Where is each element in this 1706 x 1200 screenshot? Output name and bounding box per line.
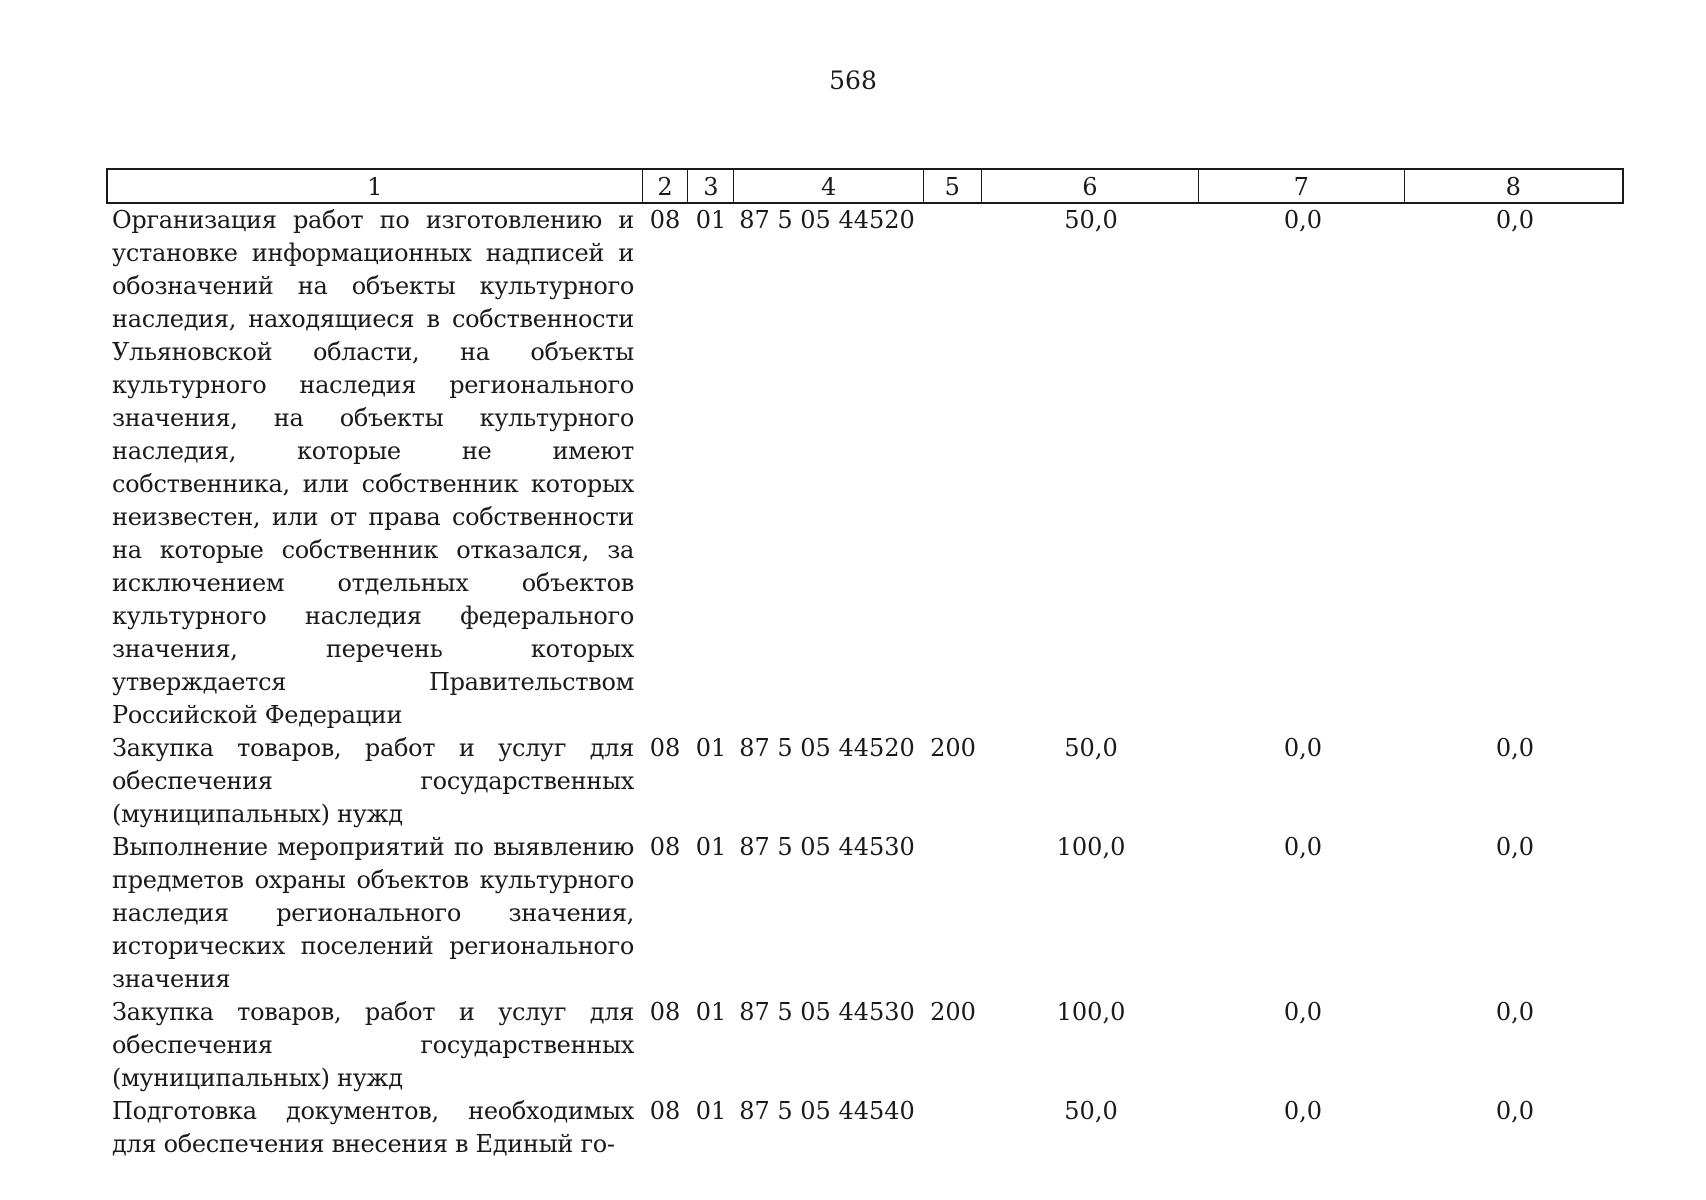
row-value-6: 50,0 (1064, 206, 1118, 234)
row-expense-type (924, 204, 982, 732)
row-subsection: 01 (695, 734, 727, 762)
table-row (106, 732, 1624, 831)
row-value-6: 50,0 (1064, 1097, 1118, 1125)
row-name: Закупка товаров, работ и услуг для обеспечения государственных (муниципальных) нужд (112, 734, 634, 828)
row-section: 08 (649, 833, 681, 861)
row-target-code: 87 5 05 44540 (739, 1097, 915, 1125)
row-value-6: 100,0 (1056, 833, 1126, 861)
row-name: Закупка товаров, работ и услуг для обеспечения государственных (муниципальных) нужд (112, 998, 634, 1092)
row-name: Подготовка документов, необходимых для обеспечения внесения в Единый го- (112, 1097, 634, 1158)
table-row (106, 1095, 1624, 1161)
row-value-8: 0,0 (1495, 206, 1535, 234)
row-value-7: 0,0 (1283, 833, 1323, 861)
row-value-7: 0,0 (1283, 998, 1323, 1026)
row-subsection: 01 (695, 1097, 727, 1125)
row-name: Выполнение мероприятий по выявлению предметов охраны объектов культурного наследия регионального значения, исторических поселений регионального значения (112, 833, 634, 993)
column-header-5: 5 (924, 170, 982, 202)
row-value-7: 0,0 (1283, 206, 1323, 234)
row-name: Организация работ по изготовлению и установке информационных надписей и обозначений на объекты культурного наследия, находящиеся в собственности Ульяновской области, на объекты культурного наследия регионального значения, на объекты культурного наследия, которые не имеют собственника, или собственник которых неизвестен, или от права собственности на которые собственник отказался, за исключением отдельных объектов культурного наследия федерального значения, перечень которых утверждается Правительством Российской Федерации (112, 206, 634, 729)
table-row (106, 996, 1624, 1095)
row-subsection: 01 (695, 833, 727, 861)
row-value-7: 0,0 (1283, 734, 1323, 762)
row-section: 08 (649, 998, 681, 1026)
row-target-code: 87 5 05 44530 (739, 998, 915, 1026)
row-target-code: 87 5 05 44520 (739, 734, 915, 762)
column-header-6: 6 (982, 170, 1199, 202)
page-number: 568 (829, 66, 877, 95)
table-row (106, 204, 1624, 732)
row-value-6: 100,0 (1056, 998, 1126, 1026)
column-header-8: 8 (1505, 173, 1521, 201)
table-row (106, 831, 1624, 996)
row-value-8: 0,0 (1495, 1097, 1535, 1125)
column-header-1: 1 (108, 170, 643, 202)
row-value-6: 50,0 (1064, 734, 1118, 762)
column-header-7: 7 (1199, 170, 1404, 202)
row-value-8: 0,0 (1495, 734, 1535, 762)
budget-table (106, 168, 1624, 1161)
row-section: 08 (649, 734, 681, 762)
row-section: 08 (649, 1097, 681, 1125)
row-subsection: 01 (695, 998, 727, 1026)
row-target-code: 87 5 05 44520 (739, 206, 915, 234)
column-header-3: 3 (688, 170, 734, 202)
row-target-code: 87 5 05 44530 (739, 833, 915, 861)
row-expense-type: 200 (930, 998, 976, 1026)
column-header-4: 4 (734, 170, 924, 202)
row-subsection: 01 (695, 206, 727, 234)
table-header-row (106, 168, 1624, 204)
row-expense-type (924, 1095, 982, 1161)
row-value-8: 0,0 (1495, 998, 1535, 1026)
row-value-7: 0,0 (1283, 1097, 1323, 1125)
column-header-2: 2 (643, 170, 689, 202)
row-expense-type: 200 (930, 734, 976, 762)
row-expense-type (924, 831, 982, 996)
row-section: 08 (649, 206, 681, 234)
row-value-8: 0,0 (1495, 833, 1535, 861)
